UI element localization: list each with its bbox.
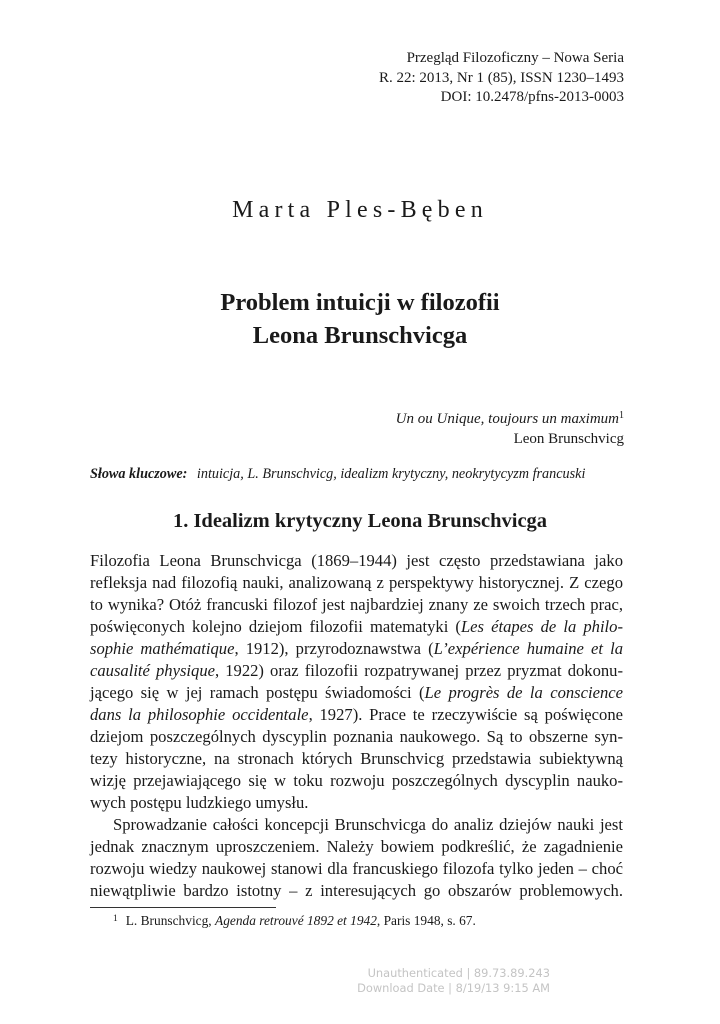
body-line [90, 616, 623, 638]
footnote-divider [90, 907, 276, 908]
body-text: jącego się w jej ramach postępu świadomości ( [90, 683, 425, 702]
cited-title: L’expérience humaine et la [433, 639, 624, 658]
journal-header [224, 49, 624, 108]
epigraph [224, 406, 624, 449]
footnote-cited-title: Agenda retrouvé 1892 et 1942 [215, 913, 377, 928]
epigraph-footnote-mark: 1 [619, 410, 624, 421]
body-text: , 1927). Prace te rzeczywiście są poświęcone [308, 705, 623, 724]
article-title [0, 286, 720, 352]
journal-doi: DOI: 10.2478/pfns-2013-0003 [440, 89, 624, 105]
body-line: Sprowadzanie całości koncepcji Brunschvicga do analiz dziejów nauki jest [113, 815, 623, 834]
body-line: refleksja nad filozofią nauki, analizowaną z perspektywy historycznej. Z czego [90, 573, 623, 592]
section-heading: 1. Idealizm krytyczny Leona Brunschvicga [172, 510, 548, 532]
body-line [90, 638, 623, 660]
keywords-label: Słowa kluczowe: [90, 466, 188, 482]
body-line: Filozofia Leona Brunschvicga (1869–1944) jest często przedstawiana jako [90, 551, 623, 570]
body-line: wych postępu ludzkiego umysłu. [90, 793, 309, 812]
body-line: jednak znacznym uproszczeniem. Należy bowiem podkreślić, że zagadnienie [90, 837, 623, 856]
footnote-text: L. Brunschvicg, [125, 913, 216, 928]
body-text: poświęconych kolejno dziejom filozofii matematyki ( [90, 617, 461, 636]
body-line: rozwoju wiedzy naukowej stanowi dla francuskiego filozofa tylko jeden – choć [90, 859, 623, 878]
footnote [113, 913, 476, 929]
body-line [90, 704, 623, 726]
footnote-mark: 1 [113, 914, 118, 924]
body-line: dziejom poszczególnych dyscyplin poznania naukowego. Są to obszerne syn- [90, 727, 623, 746]
body-text: , 1922) oraz filozofii rozpatrywanej przez pryzmat dokonu- [215, 661, 624, 680]
cited-title: Les étapes de la philo- [460, 617, 623, 636]
body-line [90, 660, 623, 682]
body-line [90, 682, 623, 704]
paragraph-2 [90, 814, 623, 902]
body-line: wizję przejawiającego się w toku rozwoju poszczególnych dyscyplin nauko- [90, 771, 623, 790]
epigraph-quote-line [224, 406, 624, 429]
cited-title: dans la philosophie occidentale [90, 705, 309, 724]
body-line: tezy historyczne, na stronach których Brunschvicg przedstawia subiektywną [90, 749, 623, 768]
paragraph-1 [90, 550, 623, 814]
journal-issue: R. 22: 2013, Nr 1 (85), ISSN 1230–1493 [378, 69, 624, 86]
body-text: , 1912), przyrodoznawstwa ( [234, 639, 434, 658]
download-line-1: Unauthenticated | 89.73.89.243 [367, 966, 550, 980]
keywords [90, 466, 624, 483]
download-line-2: Download Date | 8/19/13 9:15 AM [357, 981, 550, 995]
cited-title: sophie mathématique [90, 639, 235, 658]
author-name: Marta Ples-Bęben [232, 197, 488, 223]
title-line-1: Problem intuicji w filozofii [220, 289, 500, 316]
footnote-text-end: , Paris 1948, s. 67. [376, 913, 476, 928]
epigraph-quote: Un ou Unique, toujours un maximum [395, 411, 619, 427]
body-line: to wynika? Otóż francuski filozof jest najbardziej znany ze swoich trzech prac, [90, 595, 623, 614]
body-line: niewątpliwie bardzo istotny – z interesujących go obszarów problemowych. [90, 881, 623, 900]
journal-name: Przegląd Filozoficzny – Nowa Seria [406, 50, 624, 66]
cited-title: Le progrès de la conscience [424, 683, 623, 702]
download-watermark [357, 966, 550, 996]
article-body [90, 550, 623, 902]
title-line-2: Leona Brunschvicga [252, 322, 468, 349]
epigraph-attribution: Leon Brunschvicg [513, 431, 624, 447]
keywords-value: intuicja, L. Brunschvicg, idealizm krytyczny, neokrytycyzm francuski [196, 466, 586, 482]
cited-title: causalité physique [90, 661, 215, 680]
